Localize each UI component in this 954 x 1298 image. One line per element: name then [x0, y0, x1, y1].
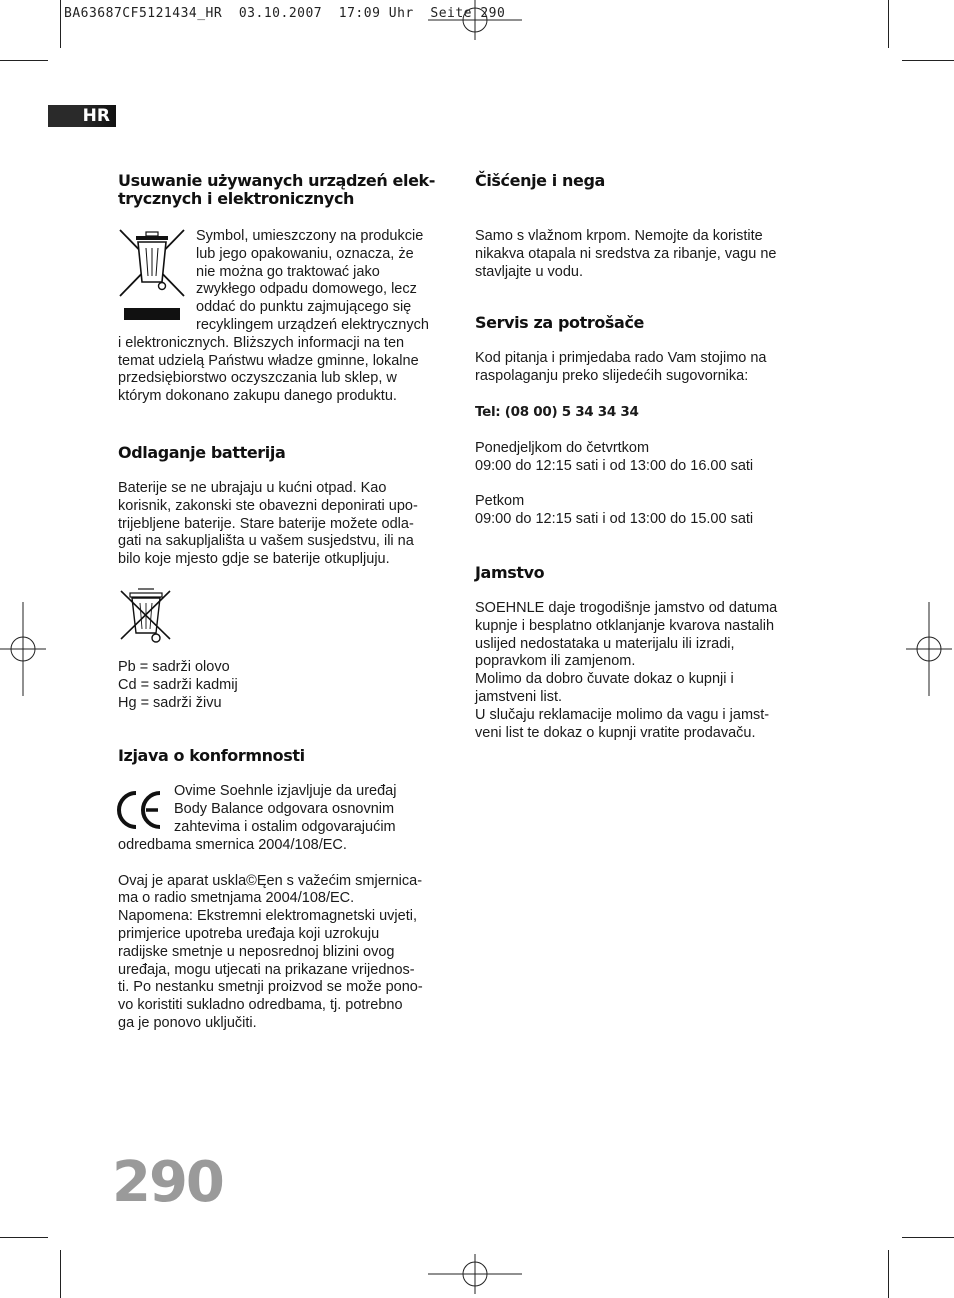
service-text: Kod pitanja i primjedaba rado Vam stojimo na raspolaganju preko slijedećih sugovornika:	[475, 350, 767, 385]
language-tab-label: HR	[82, 106, 110, 126]
cleaning-heading: Čišćenje i nega	[475, 171, 605, 190]
registration-mark-bottom	[428, 1254, 522, 1294]
page-number: 290	[112, 1150, 223, 1215]
battery-chemicals: Pb = sadrži olovo Cd = sadrži kadmij Hg = sadrži živu	[118, 658, 238, 711]
print-header-line: BA63687CF5121434_HR 03.10.2007 17:09 Uhr Seite 290	[64, 6, 506, 21]
ce-mark-icon	[114, 785, 166, 835]
conformity-ce-text: Ovime Soehnle izjavljuje da uređaj Body Balance odgovara osnovnim zahtevima i ostalim odgovarajućim odredbama smernica 2004/108/EC.	[118, 783, 397, 853]
right-column	[475, 172, 810, 742]
service-hours-weekdays: Ponedjeljkom do četvrtkom 09:00 do 12:15 sati i od 13:00 do 16.00 sati	[475, 439, 754, 474]
conformity-section	[118, 747, 453, 1032]
registration-mark-top	[428, 0, 522, 40]
conformity-heading: Izjava o konformnosti	[118, 746, 305, 766]
service-section	[475, 314, 810, 529]
language-tab	[48, 105, 116, 127]
batteries-text: Baterije se ne ubrajaju u kućni otpad. Kao korisnik, zakonski ste obavezni deponirati upo- trijebljene baterije. Stare baterije možete odla- gati na sakupljališta u vašem susjedstvu, ili na bilo koje mjesto gdje se baterije otkupljuju.	[118, 479, 418, 568]
conformity-text: Ovaj je aparat uskla©Ęen s važećim smjernica- ma o radio smetnjama 2004/108/EC. Napomena: Ekstremni elektromagnetski uvjeti, primjerice upotreba uređaja koji uzrokuju radijske smetnje u neposrednoj blizini ovog uređaja, mogu utjecati na prikazane vrijednos- ti. Po nestanku smetnji proizvod se može pono- vo koristiti sukladno odredbama, tj. potrebno ga je ponovo uključiti.	[118, 872, 423, 1031]
weee-heading: Usuwanie używanych urządzeń elek- trycznych i elektronicznych	[118, 171, 435, 208]
warranty-text: SOEHNLE daje trogodišnje jamstvo od datuma kupnje i besplatno otklanjanje kvarova nastalih uslijed nedostataka u materijalu ili izradi, popravkom ili zamjenom. Molimo da dobro čuvate dokaz o kupnji i jamstveni list. U slučaju reklamacije molimo da vagu i jamst- veni list te dokaz o kupnji vratite prodavaču.	[475, 599, 778, 741]
weee-bin-icon	[118, 226, 186, 324]
registration-mark-right	[906, 602, 952, 696]
warranty-section	[475, 564, 810, 742]
service-phone: Tel: (08 00) 5 34 34 34	[475, 403, 639, 420]
service-heading: Servis za potrošače	[475, 313, 644, 333]
warranty-heading: Jamstvo	[475, 562, 545, 582]
weee-section: Usuwanie używanych urządzeń elek- trycznych i elektronicznych Symbol, umieszczony na produkcie lub jego opakowaniu, oznacza, że nie można go traktować jako zwykłego odpadu domowego, lecz oddać do punktu zajmującego się recyklingem urządzeń elektrycznych i elektronicznych. Bliższych informacji na ten temat udzielą Państwu władze gminne, lokalne przedsiębiorstwo oczyszczania lub sklep, w którym dokonano zakupu danego produktu.	[118, 172, 453, 406]
registration-mark-left	[0, 602, 46, 696]
battery-bin-icon	[118, 583, 174, 647]
left-column	[118, 172, 453, 1033]
cleaning-text: Samo s vlažnom krpom. Nemojte da koristite nikakva otapala ni sredstva za ribanje, vagu ne stavljajte u vodu.	[475, 228, 777, 280]
cleaning-section	[475, 172, 810, 281]
batteries-section	[118, 444, 453, 712]
service-hours-friday: Petkom 09:00 do 12:15 sati i od 13:00 do 15.00 sati	[475, 493, 754, 528]
batteries-heading: Odlaganje batterija	[118, 442, 286, 462]
